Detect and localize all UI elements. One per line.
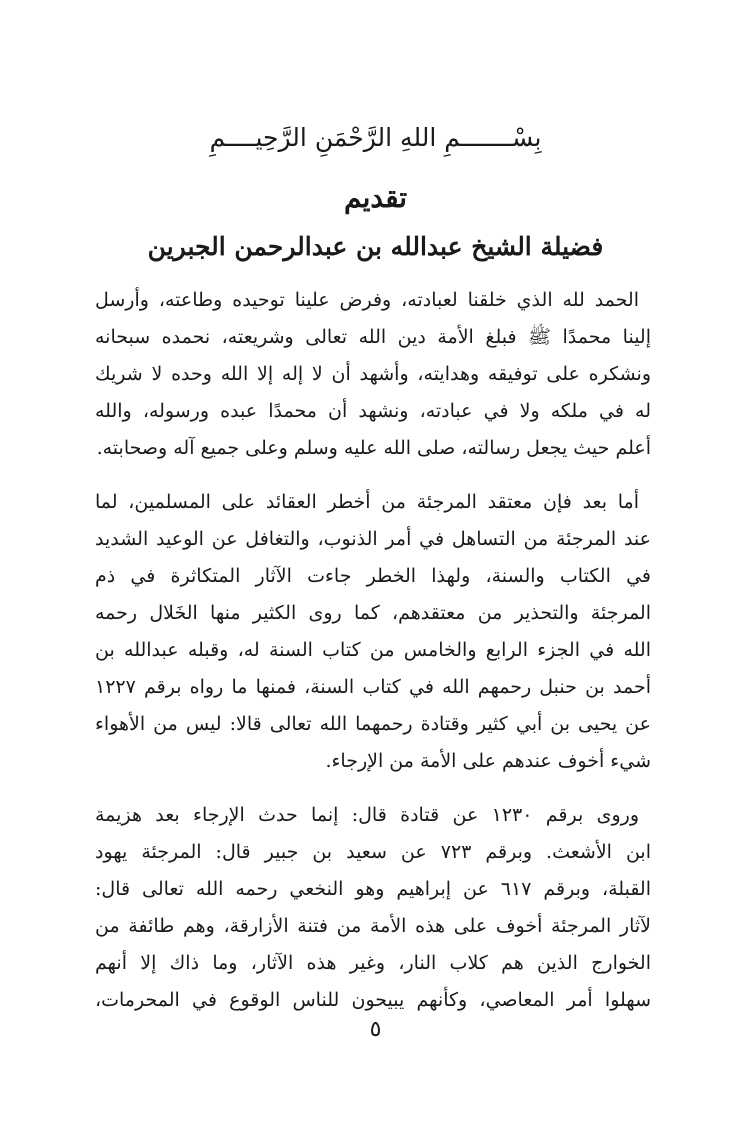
- basmala-heading: بِسْـــــــمِ اللهِ الرَّحْمَنِ الرَّحِيــــمِ: [209, 123, 542, 152]
- text-line: الخوارج الذين هم كلاب النار، وغير هذه الآثار، وما ذاك إلا أنهم: [95, 952, 651, 974]
- text-line: لآثار المرجئة أخوف على هذه الأمة من فتنة الأزارقة، وهم طائفة من: [95, 915, 651, 937]
- author-subtitle: فضيلة الشيخ عبدالله بن عبدالرحمن الجبرين: [147, 232, 604, 261]
- text-line: الحمد لله الذي خلقنا لعبادته، وفرض علينا توحيده وطاعته، وأرسل: [95, 289, 639, 311]
- text-line: أعلم حيث يجعل رسالته، صلى الله عليه وسلم وعلى جميع آله وصحابته.: [96, 437, 651, 459]
- text-line: الله في الجزء الرابع والخامس من كتاب السنة له، وقبله عبدالله بن: [95, 639, 651, 661]
- text-line: ابن الأشعث. وبرقم ٧٢٣ عن سعيد بن جبير قال: المرجئة يهود: [95, 841, 651, 863]
- text-line: شيء أخوف عندهم على الأمة من الإرجاء.: [325, 750, 651, 772]
- paragraph-spacer: [95, 780, 651, 797]
- text-line: أما بعد فإن معتقد المرجئة من أخطر العقائد على المسلمين، لما: [95, 491, 639, 513]
- text-line: عن يحيى بن أبي كثير وقتادة رحمهما الله تعالى قالا: ليس من الأهواء: [95, 713, 651, 735]
- paragraph-1: [95, 282, 651, 467]
- text-line: إلينا محمدًا ﷺ فبلغ الأمة دين الله تعالى وشريعته، نحمده سبحانه: [95, 326, 651, 348]
- page-title: تقديم: [343, 181, 408, 214]
- text-line: ونشكره على توفيقه وهدايته، وأشهد أن لا إله إلا الله وحده لا شريك: [95, 363, 651, 385]
- paragraph-spacer: [95, 467, 651, 484]
- page-number: ٥: [369, 1017, 382, 1042]
- paragraph-2: [95, 484, 651, 780]
- text-line: وروى برقم ١٢٣٠ عن قتادة قال: إنما حدث الإرجاء بعد هزيمة: [95, 804, 639, 826]
- text-line: سهلوا أمر المعاصي، وكأنهم يبيحون للناس الوقوع في المحرمات،: [95, 989, 651, 1011]
- text-line: عند المرجئة من التساهل في أمر الذنوب، والتغافل عن الوعيد الشديد: [95, 528, 651, 550]
- text-line: في الكتاب والسنة، ولهذا الخطر جاءت الآثار المتكاثرة في ذم: [95, 565, 651, 587]
- text-line: القبلة، وبرقم ٦١٧ عن إبراهيم وهو النخعي رحمه الله تعالى قال:: [95, 878, 651, 900]
- text-line: المرجئة والتحذير من معتقدهم، كما روى الكثير منها الخَلال رحمه: [95, 602, 651, 624]
- text-line: له في ملكه ولا في عبادته، ونشهد أن محمدًا عبده ورسوله، والله: [95, 400, 651, 422]
- paragraph-3: [95, 797, 651, 1019]
- text-line: أحمد بن حنبل رحمهم الله في كتاب السنة، فمنها ما رواه برقم ١٢٢٧: [95, 676, 651, 698]
- body-text: [95, 282, 651, 1019]
